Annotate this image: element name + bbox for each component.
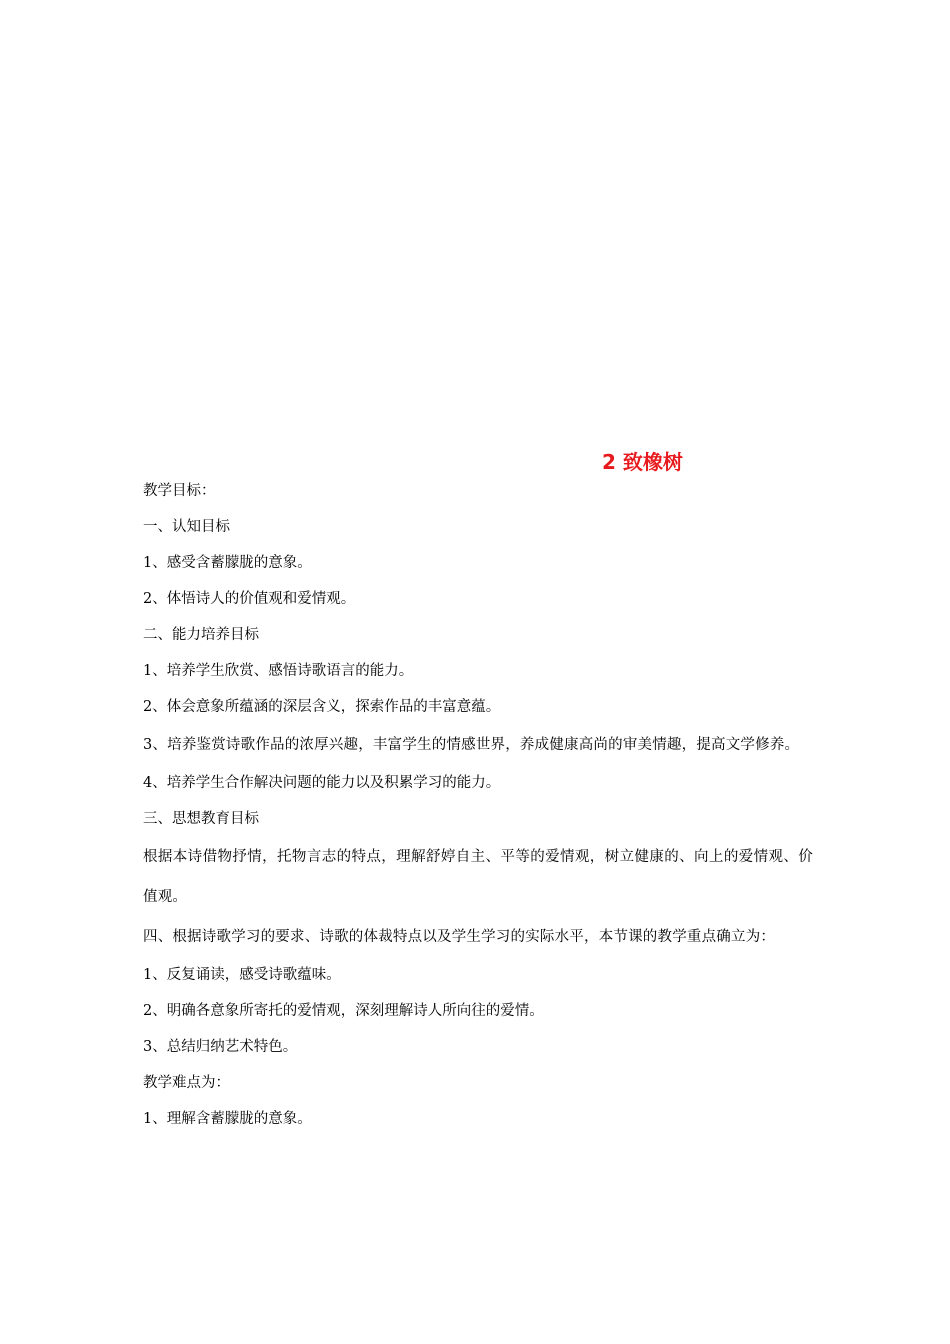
list-item: 3、培养鉴赏诗歌作品的浓厚兴趣，丰富学生的情感世界，养成健康高尚的审美情趣，提高文学修养。 bbox=[143, 737, 800, 753]
list-item: 2、体会意象所蕴涵的深层含义，探索作品的丰富意蕴。 bbox=[143, 699, 501, 715]
document-body bbox=[143, 473, 813, 1137]
list-item: 4、培养学生合作解决问题的能力以及积累学习的能力。 bbox=[143, 775, 501, 791]
paragraph-teaching-goals: 教学目标： bbox=[143, 483, 216, 499]
list-item: 2、体悟诗人的价值观和爱情观。 bbox=[143, 591, 356, 607]
section-heading-ideology: 三、思想教育目标 bbox=[143, 811, 259, 827]
list-item: 1、培养学生欣赏、感悟诗歌语言的能力。 bbox=[143, 663, 414, 679]
list-item: 1、理解含蓄朦胧的意象。 bbox=[143, 1111, 312, 1127]
section-heading-ability: 二、能力培养目标 bbox=[143, 627, 259, 643]
paragraph-ideology: 根据本诗借物抒情，托物言志的特点，理解舒婷自主、平等的爱情观，树立健康的、向上的爱情观、价值观。 bbox=[143, 849, 813, 905]
list-item: 3、总结归纳艺术特色。 bbox=[143, 1039, 298, 1055]
section-heading-cognitive: 一、认知目标 bbox=[143, 519, 230, 535]
section-heading-key-points: 四、根据诗歌学习的要求、诗歌的体裁特点以及学生学习的实际水平，本节课的教学重点确立为： bbox=[143, 929, 776, 945]
document-title: 2 致橡树 bbox=[602, 450, 683, 474]
paragraph-difficulties: 教学难点为： bbox=[143, 1075, 230, 1091]
list-item: 1、反复诵读，感受诗歌蕴味。 bbox=[143, 967, 341, 983]
list-item: 2、明确各意象所寄托的爱情观，深刻理解诗人所向往的爱情。 bbox=[143, 1003, 544, 1019]
list-item: 1、感受含蓄朦胧的意象。 bbox=[143, 555, 312, 571]
